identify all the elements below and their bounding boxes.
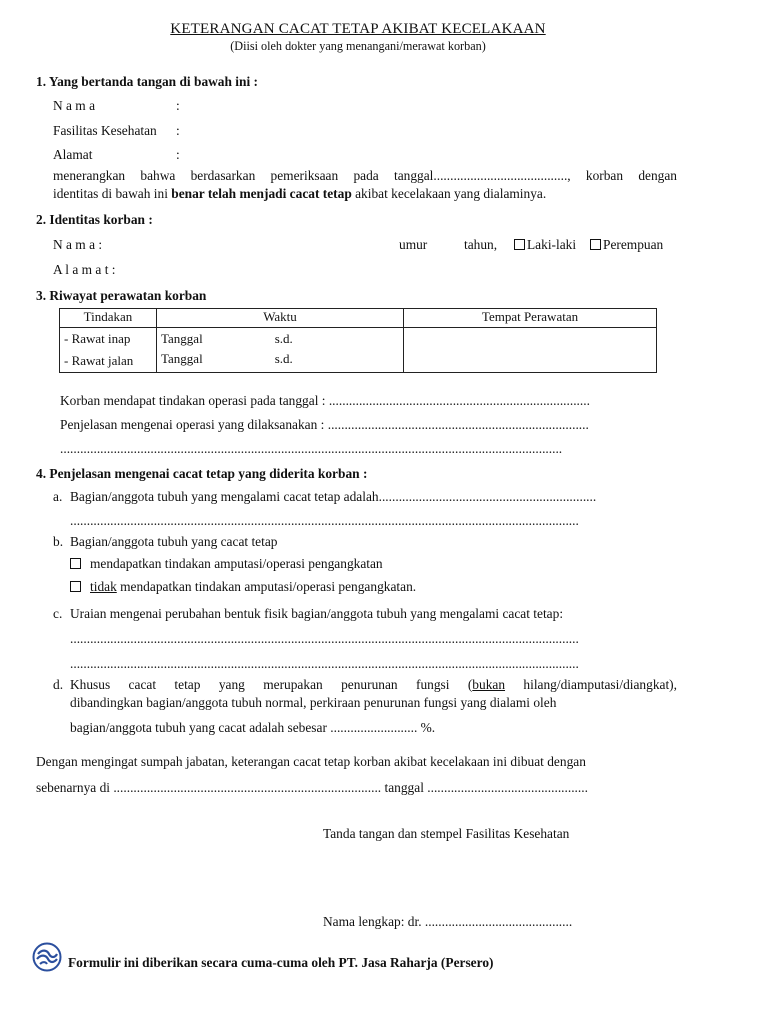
operation-date-line: Korban mendapat tindakan operasi pada tanggal : .............................................................................. xyxy=(60,393,590,408)
statement-line-1: menerangkan bahwa berdasarkan pemeriksaan pada tanggal........................................, korban dengan xyxy=(53,168,677,183)
oath-statement-line-1: Dengan mengingat sumpah jabatan, keterangan cacat tetap korban akibat kecelakaan ini dibuat dengan xyxy=(36,754,586,769)
section-3-heading: 3. Riwayat perawatan korban xyxy=(36,288,207,303)
item-c-dots-1: ........................................................................................................................................................ xyxy=(70,631,579,646)
item-b-label: b. xyxy=(53,534,64,549)
item-c-label: c. xyxy=(53,606,63,621)
column-header-tindakan: Tindakan xyxy=(60,309,157,328)
treatment-time-cell: Tanggal s.d. Tanggal s.d. xyxy=(157,328,404,373)
table-header-row xyxy=(60,309,657,328)
footer-note: Formulir ini diberikan secara cuma-cuma oleh PT. Jasa Raharja (Persero) xyxy=(68,955,494,970)
gender-female-option[interactable]: Perempuan xyxy=(590,236,663,253)
column-header-waktu: Waktu xyxy=(157,309,404,328)
item-d-line-2: dibandingkan bagian/anggota tubuh normal, perkiraan penurunan fungsi yang dialami oleh xyxy=(70,695,557,710)
signer-address-label: Alamat xyxy=(53,147,93,162)
item-b-text: Bagian/anggota tubuh yang cacat tetap xyxy=(70,534,278,549)
gender-male-option[interactable]: Laki-laki xyxy=(514,236,576,253)
item-d-line-1: Khusus cacat tetap yang merupakan penurunan fungsi (bukan hilang/diamputasi/diangkat), xyxy=(70,677,677,692)
colon: : xyxy=(176,123,180,138)
operation-dots-line: ...................................................................................................................................................... xyxy=(60,441,563,456)
checkbox-icon[interactable] xyxy=(70,558,81,569)
operation-description-line: Penjelasan mengenai operasi yang dilaksanakan : .............................................................................. xyxy=(60,417,589,432)
jasa-raharja-logo-icon xyxy=(32,942,62,972)
item-c-dots-2: ........................................................................................................................................................ xyxy=(70,656,579,671)
victim-age-label: umur xyxy=(399,237,428,252)
treatment-place-cell[interactable] xyxy=(404,328,657,373)
column-header-tempat: Tempat Perawatan xyxy=(404,309,657,328)
treatment-type-cell: - Rawat inap - Rawat jalan xyxy=(60,328,157,373)
victim-years-label: tahun, xyxy=(464,237,498,252)
signature-stamp-label: Tanda tangan dan stempel Fasilitas Kesehatan xyxy=(323,826,570,841)
colon: : xyxy=(176,98,180,113)
victim-name-label: N a m a : xyxy=(53,237,103,252)
item-a-text: Bagian/anggota tubuh yang mengalami cacat tetap adalah................................................................. xyxy=(70,489,597,504)
section-4-heading: 4. Penjelasan mengenai cacat tetap yang diderita korban : xyxy=(36,466,368,481)
oath-statement-line-2: sebenarnya di ................................................................................ tanggal ................................................ xyxy=(36,780,588,795)
statement-line-2: identitas di bawah ini benar telah menjadi cacat tetap akibat kecelakaan yang dialaminya. xyxy=(53,186,547,201)
item-a-label: a. xyxy=(53,489,63,504)
item-c-text: Uraian mengenai perubahan bentuk fisik bagian/anggota tubuh yang mengalami cacat tetap: xyxy=(70,606,564,621)
checkbox-icon[interactable] xyxy=(514,239,525,250)
colon: : xyxy=(176,147,180,162)
amputation-yes-option[interactable]: mendapatkan tindakan amputasi/operasi pengangkatan xyxy=(70,555,383,572)
amputation-no-option[interactable]: tidak mendapatkan tindakan amputasi/operasi pengangkatan. xyxy=(70,578,416,595)
item-a-dots: ........................................................................................................................................................ xyxy=(70,513,579,528)
document-title: KETERANGAN CACAT TETAP AKIBAT KECELAKAAN xyxy=(170,21,546,37)
signer-name-label: N a m a xyxy=(53,98,96,113)
full-name-line: Nama lengkap: dr. ............................................ xyxy=(323,914,573,929)
item-d-label: d. xyxy=(53,677,64,692)
checkbox-icon[interactable] xyxy=(590,239,601,250)
item-d-line-3: bagian/anggota tubuh yang cacat adalah sebesar .......................... %. xyxy=(70,720,436,735)
victim-address-label: A l a m a t : xyxy=(53,262,116,277)
table-row xyxy=(60,328,657,373)
checkbox-icon[interactable] xyxy=(70,581,81,592)
signer-facility-label: Fasilitas Kesehatan xyxy=(53,123,157,138)
section-1-heading: 1. Yang bertanda tangan di bawah ini : xyxy=(36,74,258,89)
treatment-history-table xyxy=(59,308,657,373)
document-subtitle: (Diisi oleh dokter yang menangani/merawat korban) xyxy=(230,39,486,53)
section-2-heading: 2. Identitas korban : xyxy=(36,212,153,227)
